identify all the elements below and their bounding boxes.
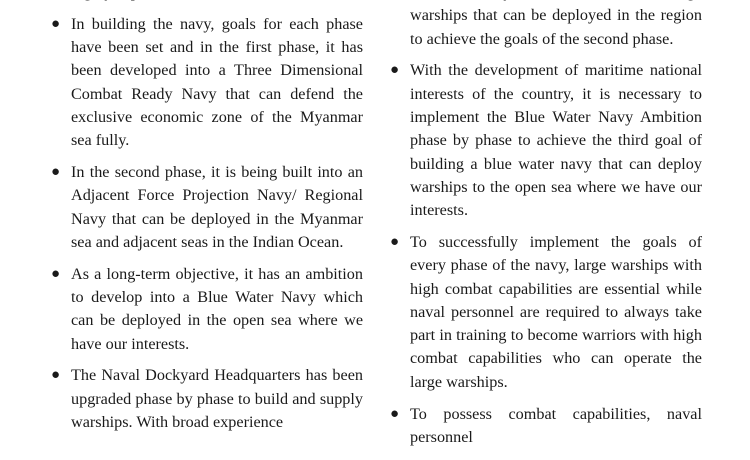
list-item [51, 263, 363, 356]
left-column-bullet-list [51, 0, 363, 443]
list-item-text: With the development of maritime national interests of the country, it is necessary to implement the Blue Water Navy Ambition phase by phase to achieve the third goal of building a blue water navy that can deploy warships to the open sea where we have our interests. [410, 61, 702, 220]
list-item-text [71, 0, 247, 1]
list-item [390, 59, 702, 222]
right-column-bullet-list [390, 0, 702, 458]
list-item-text: In building the navy, goals for each phase have been set and in the first phase, it has been developed into a Three Dimensional Combat Ready Navy that can defend the exclusive economic zone of the Myanmar sea fully. [71, 14, 363, 150]
bullet-icon [390, 0, 399, 4]
list-item-text: The Naval Dockyard Headquarters has been upgraded phase by phase to build and supply warships. With broad experience [71, 366, 363, 432]
bullet-icon: ● [390, 405, 400, 422]
list-item-text: In the second phase, it is being built into an Adjacent Force Projection Navy/ Regional Navy that can be deployed in the Myanmar sea and adjacent seas in the Indian Ocean. [71, 163, 363, 251]
list-item [51, 13, 363, 153]
bullet-icon: ● [51, 265, 61, 282]
bullet-icon: ● [390, 62, 400, 79]
list-item [390, 403, 702, 450]
list-item [51, 161, 363, 254]
list-item [51, 364, 363, 434]
list-item-text: To successfully implement the goals of every phase of the navy, large warships with high combat capabilities are essential while naval personnel are required to always take part in training to become warriors with high combat capabilities who can operate the large warships. [410, 232, 702, 391]
list-item [410, 0, 702, 51]
bullet-icon: ● [51, 15, 61, 32]
list-item-text: To possess combat capabilities, naval personnel [410, 404, 702, 446]
bullet-icon: ● [51, 367, 61, 384]
list-item [390, 231, 702, 394]
list-item-text: As a long-term objective, it has an ambition to develop into a Blue Water Navy which can be deployed in the open sea where we have our interests. [71, 264, 363, 353]
list-item-text: warships that can be deployed in the region to achieve the goals of the second phase. [410, 6, 702, 48]
bullet-icon: ● [390, 233, 400, 250]
list-item [71, 0, 363, 4]
bullet-icon [51, 0, 60, 4]
bullet-icon: ● [51, 164, 61, 181]
